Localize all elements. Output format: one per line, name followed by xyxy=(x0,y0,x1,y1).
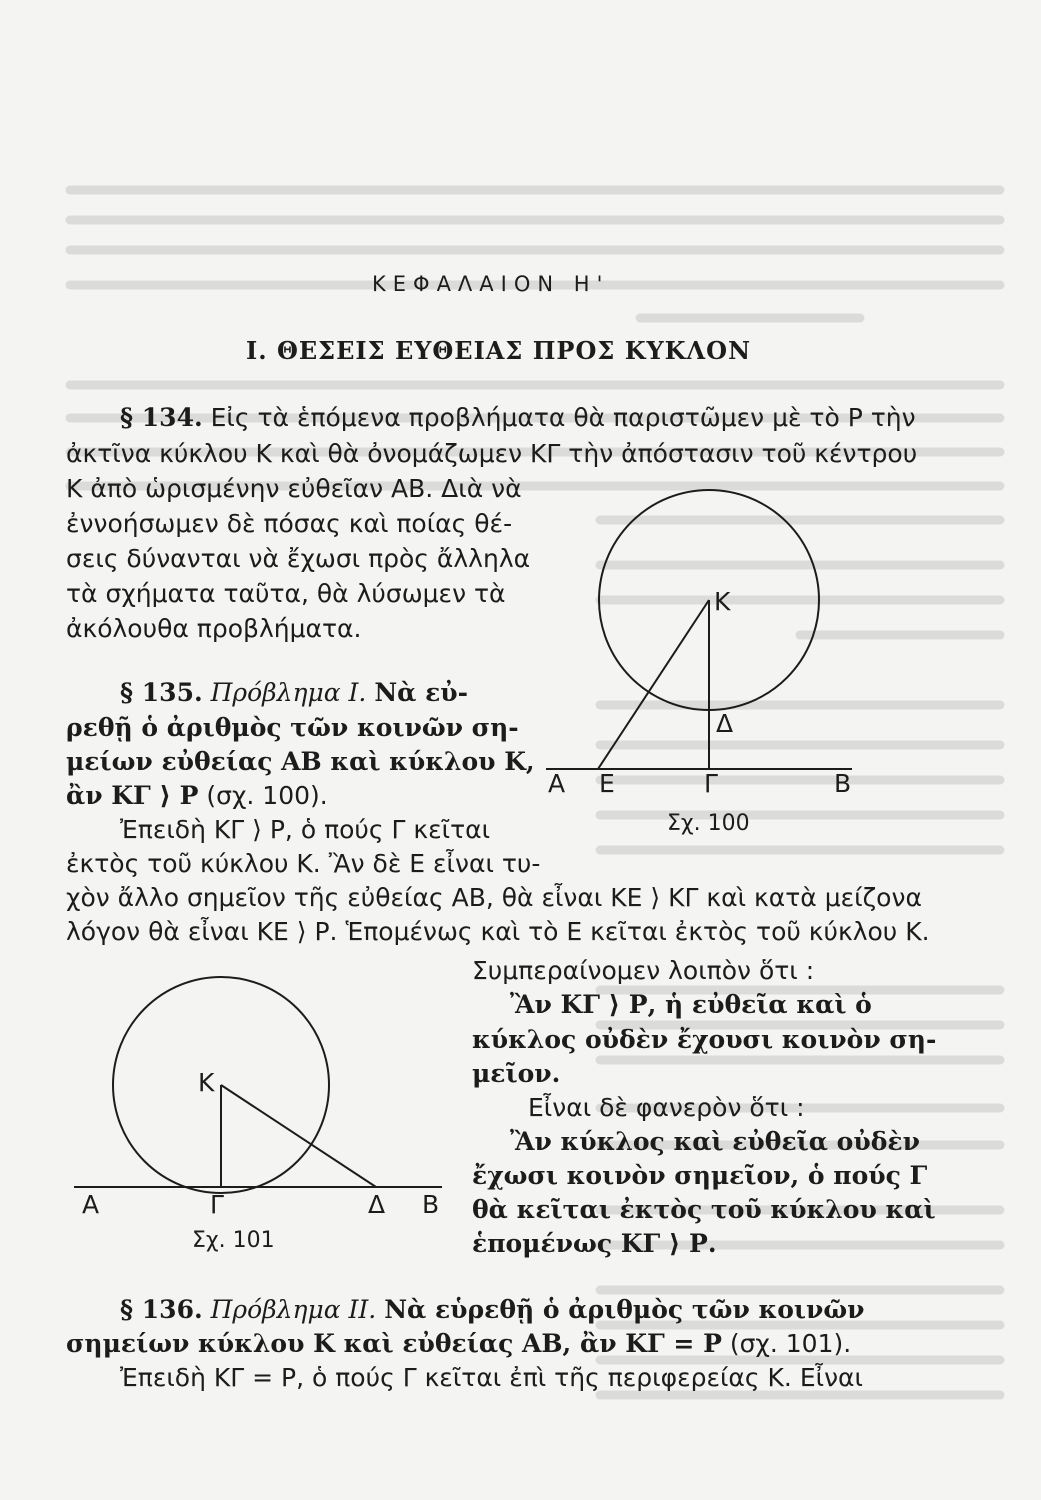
section-title: Ι. ΘΕΣΕΙΣ ΕΥΘΕΙΑΣ ΠΡΟΣ ΚΥΚΛΟΝ xyxy=(246,336,752,365)
label-b: Β xyxy=(422,1190,440,1219)
theorem-2-line-3: θὰ κεῖται ἐκτὸς τοῦ κύκλου καὶ xyxy=(472,1195,936,1224)
theorem-1-line-3: μεῖον. xyxy=(472,1059,561,1088)
paragraph-135-line-13: Εἶναι δὲ φανερὸν ὅτι : xyxy=(528,1093,805,1122)
problem-title-2: Πρόβλημα ΙΙ. xyxy=(210,1295,377,1324)
condition-kg-greater-r: ἂν ΚΓ ⟩ Ρ xyxy=(66,781,199,810)
segment-kd xyxy=(221,1085,376,1187)
problem-1-statement: Νὰ εὐ- xyxy=(374,678,469,707)
paragraph-136-line-1 xyxy=(120,1294,865,1326)
paragraph-135-line-8: λόγον θὰ εἶναι ΚΕ ⟩ Ρ. Ἑπομένως καὶ τὸ Ε κεῖται ἐκτὸς τοῦ κύκλου Κ. xyxy=(66,917,930,946)
label-k: Κ xyxy=(714,587,731,616)
section-number-135: § 135. xyxy=(120,678,203,707)
paragraph-134-line-5: σεις δύνανται νὰ ἔχωσι πρὸς ἄλληλα xyxy=(66,544,531,573)
label-d: Δ xyxy=(716,709,734,738)
paragraph-134-line-7: ἀκόλουθα προβλήματα. xyxy=(66,614,362,643)
paragraph-135-line-7: χὸν ἄλλο σημεῖον τῆς εὐθείας ΑΒ, θὰ εἶναι ΚΕ ⟩ ΚΓ καὶ κατὰ μείζονα xyxy=(66,883,922,912)
paragraph-136-line-2 xyxy=(66,1328,851,1360)
paragraph-135-line-5: Ἐπειδὴ ΚΓ ⟩ Ρ, ὁ πούς Γ κεῖται xyxy=(120,815,491,844)
paragraph-134-line-1 xyxy=(120,402,916,434)
paragraph-134-line-6: τὰ σχήματα ταῦτα, θὰ λύσωμεν τὰ xyxy=(66,579,506,608)
label-g: Γ xyxy=(704,769,718,798)
theorem-2-line-1: Ἂν κύκλος καὶ εὐθεῖα οὐδὲν xyxy=(510,1127,920,1156)
paragraph-134-text: Εἰς τὰ ἑπόμενα προβλήματα θὰ παριστῶμεν μὲ τὸ Ρ τὴν xyxy=(210,403,916,432)
problem-2-statement-cont: σημείων κύκλου Κ καὶ εὐθείας ΑΒ, ἂν ΚΓ = Ρ xyxy=(66,1329,722,1358)
paragraph-135-line-9: Συμπεραίνομεν λοιπὸν ὅτι : xyxy=(472,956,815,985)
theorem-1-line-1: Ἂν ΚΓ ⟩ Ρ, ἡ εὐθεῖα καὶ ὁ xyxy=(510,990,872,1019)
label-d: Δ xyxy=(368,1190,386,1219)
label-e: Ε xyxy=(599,769,615,798)
label-a: Α xyxy=(548,769,566,798)
problem-2-statement: Νὰ εὑρεθῇ ὁ ἀριθμὸς τῶν κοινῶν xyxy=(384,1295,865,1324)
figure-100 xyxy=(540,470,870,840)
paragraph-134-line-4: ἐννοήσωμεν δὲ πόσας καὶ ποίας θέ- xyxy=(66,509,513,538)
figure-100-caption: Σχ. 100 xyxy=(667,811,750,836)
paragraph-136-line-3: Ἐπειδὴ ΚΓ = Ρ, ὁ πούς Γ κεῖται ἐπὶ τῆς περιφερείας Κ. Εἶναι xyxy=(120,1363,863,1392)
paragraph-134-line-3: Κ ἀπὸ ὡρισμένην εὐθεῖαν ΑΒ. Διὰ νὰ xyxy=(66,474,522,503)
paragraph-135-line-3: μείων εὐθείας ΑΒ καὶ κύκλου Κ, xyxy=(66,747,535,776)
segment-ke xyxy=(598,600,709,769)
paragraph-135-line-6: ἐκτὸς τοῦ κύκλου Κ. Ἂν δὲ Ε εἶναι τυ- xyxy=(66,849,541,878)
chapter-heading: ΚΕΦΑΛΑΙΟΝ Η' xyxy=(372,272,610,296)
theorem-1-line-2: κύκλος οὐδὲν ἔχουσι κοινὸν ση- xyxy=(472,1025,937,1054)
figure-ref-100: (σχ. 100). xyxy=(206,781,328,810)
section-number-134: § 134. xyxy=(120,403,203,432)
label-k: Κ xyxy=(198,1068,215,1097)
section-number-136: § 136. xyxy=(120,1295,203,1324)
problem-title-1: Πρόβλημα Ι. xyxy=(210,678,367,707)
label-b: Β xyxy=(834,769,852,798)
label-a: Α xyxy=(82,1190,100,1219)
paragraph-134-line-2: ἀκτῖνα κύκλου Κ καὶ θὰ ὀνομάζωμεν ΚΓ τὴν ἀπόστασιν τοῦ κέντρου xyxy=(66,439,918,468)
theorem-2-line-4: ἑπομένως ΚΓ ⟩ Ρ. xyxy=(472,1229,717,1258)
paragraph-135-line-2: ρεθῇ ὁ ἀριθμὸς τῶν κοινῶν ση- xyxy=(66,713,519,742)
figure-ref-101: (σχ. 101). xyxy=(729,1329,852,1358)
paragraph-135-line-1 xyxy=(120,677,468,709)
label-g: Γ xyxy=(210,1190,224,1219)
figure-101 xyxy=(70,965,460,1255)
paragraph-135-line-4 xyxy=(66,780,328,812)
theorem-2-line-2: ἔχωσι κοινὸν σημεῖον, ὁ πούς Γ xyxy=(472,1161,928,1190)
figure-101-caption: Σχ. 101 xyxy=(192,1228,275,1253)
